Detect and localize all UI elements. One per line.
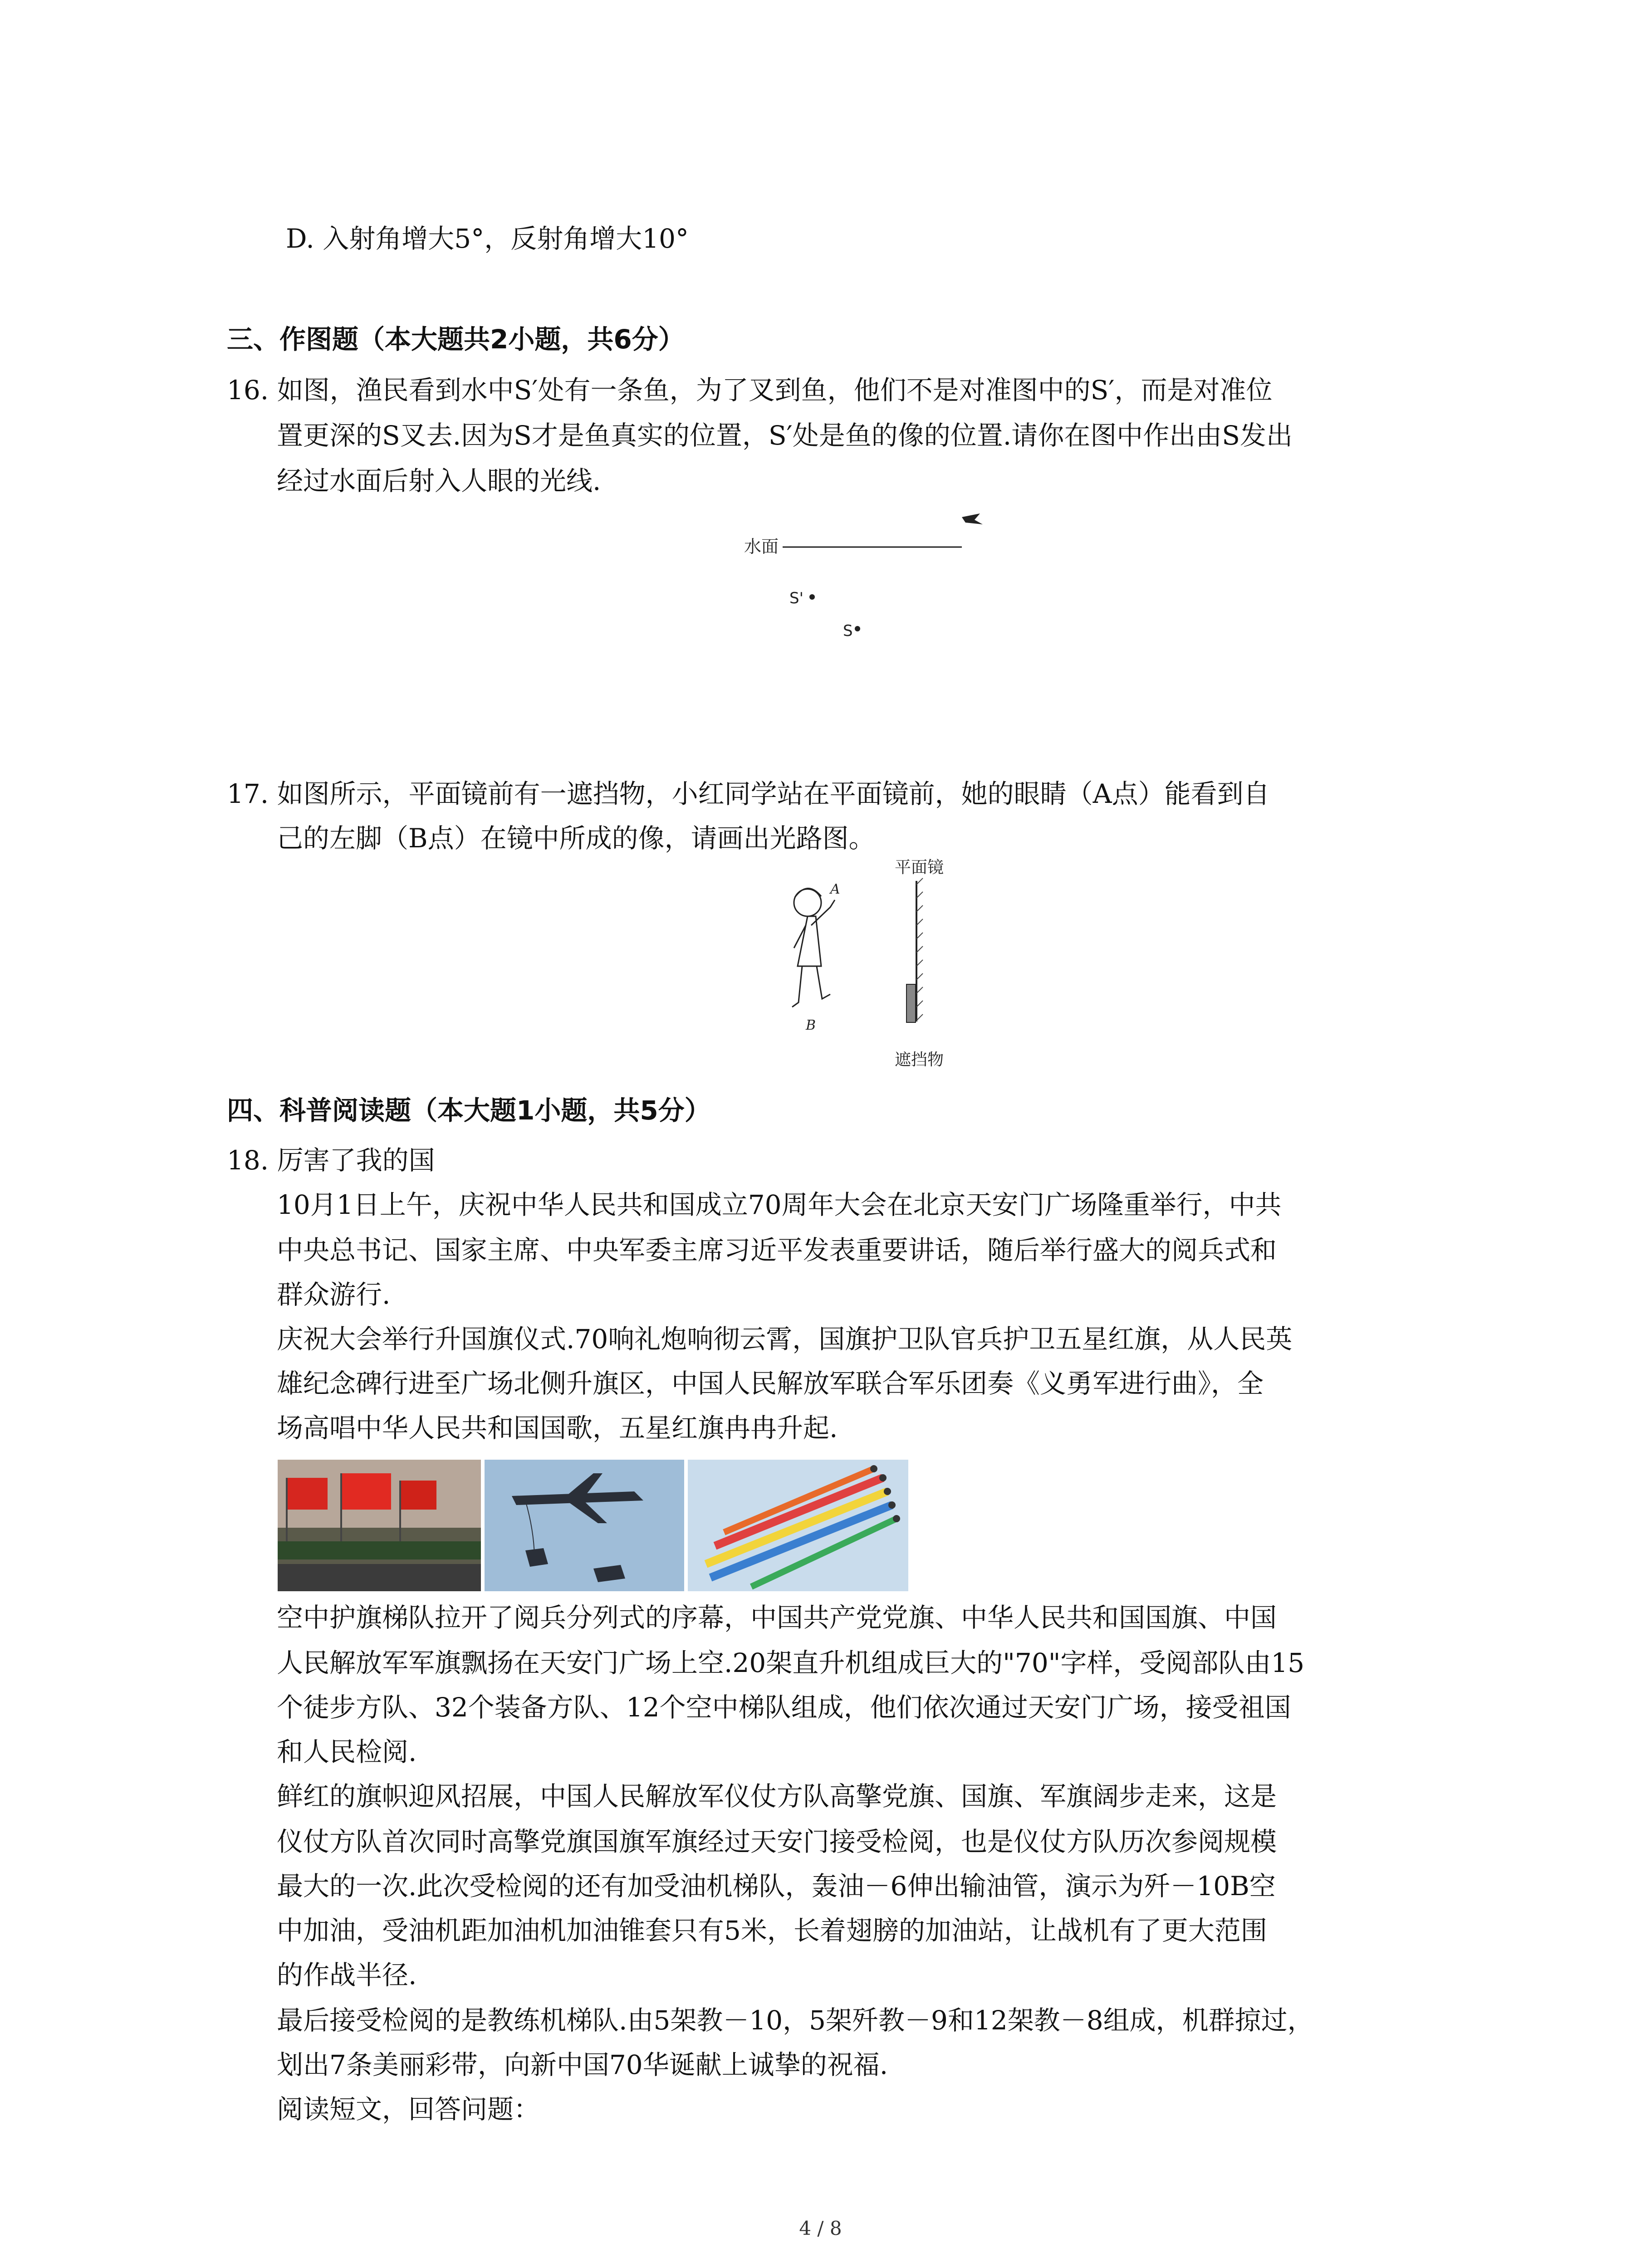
option-d: D. 入射角增大5°，反射角增大10° bbox=[286, 223, 689, 254]
q18-para1-line-3: 群众游行. bbox=[277, 1279, 391, 1310]
q18-title: 18. 厉害了我的国 bbox=[227, 1145, 435, 1176]
q18-para4-line-4: 中加油，受油机距加油机加油锥套只有5米，长着翅膀的加油站，让战机有了更大范围 bbox=[277, 1915, 1267, 1946]
obstacle bbox=[906, 984, 916, 1022]
q18-para1-line-1: 10月1日上午，庆祝中华人民共和国成立70周年大会在北京天安门广场隆重举行，中共 bbox=[277, 1189, 1282, 1220]
point-s-prime-label: S' bbox=[789, 589, 803, 607]
q18-para4-line-5: 的作战半径. bbox=[277, 1960, 417, 1990]
q17-line-1: 17. 如图所示，平面镜前有一遮挡物，小红同学站在平面镜前，她的眼睛（A点）能看到自 bbox=[227, 778, 1270, 809]
honor-guard-photo bbox=[278, 1460, 481, 1591]
q18-para3-line-1: 空中护旗梯队拉开了阅兵分列式的序幕，中国共产党党旗、中华人民共和国国旗、中国 bbox=[277, 1602, 1277, 1633]
point-s-label: S bbox=[843, 622, 853, 640]
plane-mirror bbox=[916, 878, 923, 1022]
q16-line-2: 置更深的S叉去.因为S才是鱼真实的位置，S′处是鱼的像的位置.请你在图中作出由S发出 bbox=[277, 420, 1293, 451]
girl-figure bbox=[792, 888, 835, 1007]
point-b-label: B bbox=[806, 1017, 816, 1033]
q18-para3-line-2: 人民解放军军旗飘扬在天安门广场上空.20架直升机组成巨大的"70"字样，受阅部队由15 bbox=[277, 1647, 1305, 1678]
point-s bbox=[855, 626, 860, 631]
section-4-title: 四、科普阅读题（本大题1小题，共5分） bbox=[227, 1095, 711, 1126]
q18-para4-line-3: 最大的一次.此次受检阅的还有加受油机梯队，轰油－6伸出输油管，演示为歼－10B空 bbox=[277, 1871, 1276, 1901]
obstacle-label: 遮挡物 bbox=[895, 1051, 944, 1069]
aerial-refueling-photo bbox=[485, 1460, 684, 1591]
q17-figure bbox=[762, 853, 998, 1070]
eye-icon bbox=[962, 513, 983, 524]
point-a-label: A bbox=[830, 881, 840, 897]
water-surface-label: 水面 bbox=[744, 537, 779, 557]
mirror-label: 平面镜 bbox=[895, 858, 944, 877]
q17-line-2: 己的左脚（B点）在镜中所成的像，请画出光路图。 bbox=[277, 823, 875, 854]
q18-para3-line-3: 个徒步方队、32个装备方队、12个空中梯队组成，他们依次通过天安门广场，接受祖国 bbox=[277, 1692, 1291, 1723]
page-number: 4 / 8 bbox=[799, 2217, 842, 2239]
point-s-prime bbox=[809, 594, 815, 600]
q18-para2-line-1: 庆祝大会举行升国旗仪式.70响礼炮响彻云霄，国旗护卫队官兵护卫五星红旗，从人民英 bbox=[277, 1324, 1293, 1354]
trainer-aircraft-photo bbox=[688, 1460, 908, 1591]
q18-prompt: 阅读短文，回答问题： bbox=[277, 2094, 540, 2125]
q18-para5-line-1: 最后接受检阅的是教练机梯队.由5架教－10，5架歼教－9和12架教－8组成，机群掠过， bbox=[277, 2005, 1314, 2036]
q16-figure bbox=[726, 494, 1007, 649]
q18-para1-line-2: 中央总书记、国家主席、中央军委主席习近平发表重要讲话，随后举行盛大的阅兵式和 bbox=[277, 1235, 1277, 1266]
section-3-title: 三、作图题（本大题共2小题，共6分） bbox=[227, 324, 685, 355]
q16-line-1: 16. 如图，渔民看到水中S′处有一条鱼，为了叉到鱼，他们不是对准图中的S′，而是对准位 bbox=[227, 375, 1273, 406]
q18-para4-line-2: 仪仗方队首次同时高擎党旗国旗军旗经过天安门接受检阅，也是仪仗方队历次参阅规模 bbox=[277, 1826, 1277, 1857]
q18-para3-line-4: 和人民检阅. bbox=[277, 1736, 417, 1767]
q18-para2-line-3: 场高唱中华人民共和国国歌，五星红旗冉冉升起. bbox=[277, 1413, 838, 1443]
q18-para4-line-1: 鲜红的旗帜迎风招展，中国人民解放军仪仗方队高擎党旗、国旗、军旗阔步走来，这是 bbox=[277, 1781, 1277, 1812]
q18-para2-line-2: 雄纪念碑行进至广场北侧升旗区，中国人民解放军联合军乐团奏《义勇军进行曲》，全 bbox=[277, 1368, 1264, 1399]
q16-line-3: 经过水面后射入人眼的光线. bbox=[277, 465, 601, 496]
q18-para5-line-2: 划出7条美丽彩带，向新中国70华诞献上诚挚的祝福. bbox=[277, 2049, 888, 2080]
